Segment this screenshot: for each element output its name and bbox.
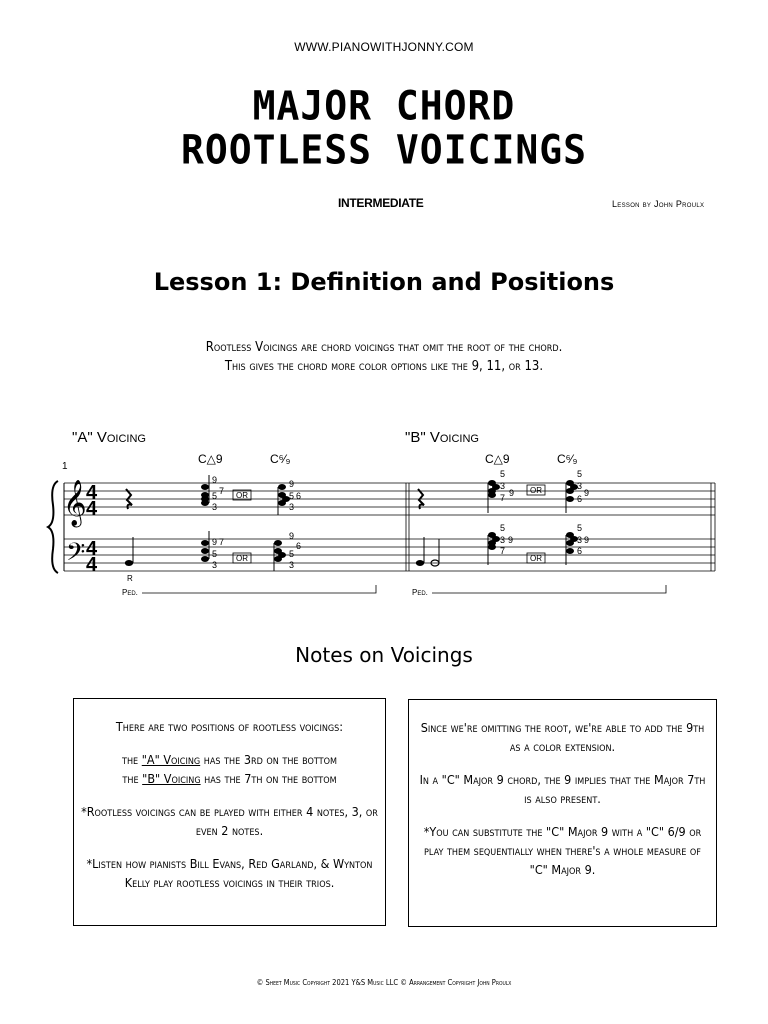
box-left-p2a-pre: the bbox=[122, 752, 142, 767]
a-treble-maj9-deg-4: 7 bbox=[219, 486, 225, 496]
b-bass-maj9-deg-3: 7 bbox=[500, 546, 506, 556]
a-treble-69-deg-2: 5 bbox=[289, 491, 295, 501]
box-right-p3: *You can substitute the "C" Major 9 with a "C" 6/9 or play them sequentially when there's a whole measure of "C" Major 9. bbox=[423, 824, 702, 877]
time-sig-bass-bottom: 4 bbox=[86, 554, 98, 576]
lesson-title: Lesson 1: Definition and Positions bbox=[153, 268, 615, 296]
chord-b-bass-maj9 bbox=[488, 532, 500, 565]
author-credit: Lesson by John Proulx bbox=[612, 199, 705, 209]
a-treble-69-deg-3: 3 bbox=[289, 502, 295, 512]
chord-b-treble-maj9 bbox=[488, 480, 500, 513]
box-left-p1: There are two positions of rootless voicings: bbox=[115, 719, 344, 734]
pedal-label-b: Ped. bbox=[412, 588, 428, 597]
chord-symbol-a-69: C⁶⁄₉ bbox=[270, 452, 291, 466]
title-line-1: MAJOR CHORD bbox=[252, 82, 516, 130]
intro-line-2: This gives the chord more color options like the 9, 11, or 13. bbox=[224, 359, 544, 374]
title-line-2: ROOTLESS VOICINGS bbox=[181, 126, 587, 174]
a-treble-maj9-deg-2: 5 bbox=[212, 491, 218, 501]
pedal-label-a: Ped. bbox=[122, 588, 138, 597]
box-right-p1: Since we're omitting the root, we're able to add the 9th as a color extension. bbox=[420, 720, 705, 754]
a-bass-maj9-deg-4: 7 bbox=[219, 537, 225, 547]
bass-root-note-b bbox=[416, 560, 424, 566]
measure-number: 1 bbox=[62, 461, 68, 472]
box-left-p3: *Rootless voicings can be played with either 4 notes, 3, or even 2 notes. bbox=[81, 804, 378, 838]
copyright-footer: © Sheet Music Copyright 2021 Y&S Music LLC © Arrangement Copyright John Proulx bbox=[256, 978, 512, 987]
chord-symbol-b-69: C⁶⁄₉ bbox=[557, 452, 578, 466]
b-treble-maj9-deg-2: 3 bbox=[500, 481, 506, 491]
b-bass-69-deg-4: 9 bbox=[584, 535, 590, 545]
b-bass-69-deg-2: 3 bbox=[577, 535, 583, 545]
website-url: WWW.PIANOWITHJONNY.COM bbox=[294, 40, 474, 54]
notes-box-right bbox=[408, 699, 717, 927]
level-label: INTERMEDIATE bbox=[338, 196, 424, 210]
chord-symbol-b-maj9: C△9 bbox=[485, 452, 510, 466]
b-bass-maj9-deg-4: 9 bbox=[508, 535, 514, 545]
box-right-p2: In a "C" Major 9 chord, the 9 implies that the Major 7th is also present. bbox=[419, 772, 706, 806]
treble-staff bbox=[64, 483, 715, 515]
box-left-p2b-post: has the 7th on the bottom bbox=[200, 771, 337, 786]
chord-a-treble-maj9 bbox=[201, 475, 209, 506]
pedal-line-a bbox=[142, 585, 376, 593]
intro-line-1: Rootless Voicings are chord voicings that omit the root of the chord. bbox=[205, 340, 563, 355]
or-label: OR bbox=[236, 491, 248, 500]
b-bass-maj9-deg-2: 3 bbox=[500, 535, 506, 545]
a-treble-69-deg-1: 9 bbox=[289, 479, 295, 489]
b-treble-69-deg-2: 3 bbox=[577, 481, 583, 491]
bass-root-note bbox=[125, 560, 133, 566]
or-label-bass: OR bbox=[236, 554, 248, 563]
box-left-p2b-pre: the bbox=[122, 771, 143, 786]
a-bass-69-deg-1: 9 bbox=[289, 531, 295, 541]
root-label: R bbox=[127, 574, 133, 583]
notes-heading: Notes on Voicings bbox=[295, 643, 473, 667]
a-voicing-term: "A" Voicing bbox=[141, 752, 201, 767]
b-bass-69-deg-1: 5 bbox=[577, 523, 583, 533]
a-bass-69-deg-2: 5 bbox=[289, 549, 295, 559]
b-treble-69-deg-4: 9 bbox=[584, 488, 590, 498]
b-treble-69-deg-3: 6 bbox=[577, 494, 583, 504]
box-left-p2 bbox=[80, 750, 379, 788]
bass-staff bbox=[64, 539, 715, 571]
pedal-line-b bbox=[432, 585, 666, 593]
time-sig-treble-top: 4 bbox=[86, 482, 98, 504]
a-bass-maj9-deg-2: 5 bbox=[212, 549, 218, 559]
b-treble-maj9-deg-4: 9 bbox=[509, 488, 515, 498]
a-treble-maj9-deg-3: 3 bbox=[212, 502, 218, 512]
treble-clef-icon: 𝄞 bbox=[63, 481, 87, 525]
bass-clef-icon: 𝄢 bbox=[66, 539, 86, 572]
system-brace bbox=[48, 481, 58, 573]
chord-symbol-a-maj9: C△9 bbox=[198, 452, 223, 466]
or-label-b-bass: OR bbox=[530, 554, 542, 563]
intro-text bbox=[0, 338, 768, 376]
a-bass-69-deg-3: 3 bbox=[289, 560, 295, 570]
chord-a-bass-maj9 bbox=[201, 531, 209, 562]
time-sig-treble-bottom: 4 bbox=[86, 498, 98, 520]
notes-box-left bbox=[73, 698, 386, 926]
b-treble-maj9-deg-3: 7 bbox=[500, 493, 506, 503]
box-left-p2a-post: has the 3rd on the bottom bbox=[200, 752, 337, 767]
time-sig-bass-top: 4 bbox=[86, 538, 98, 560]
voicing-a-label: "A" Voicing bbox=[72, 429, 146, 446]
b-voicing-term: "B" Voicing bbox=[142, 771, 201, 786]
b-treble-69-deg-1: 5 bbox=[577, 469, 583, 479]
a-bass-maj9-deg-3: 3 bbox=[212, 560, 218, 570]
music-score bbox=[0, 415, 768, 610]
b-bass-maj9-deg-1: 5 bbox=[500, 523, 506, 533]
box-left-p4: *Listen how pianists Bill Evans, Red Garland, & Wynton Kelly play rootless voicings in their trios. bbox=[86, 856, 373, 890]
a-bass-69-deg-4: 6 bbox=[296, 541, 302, 551]
b-treble-maj9-deg-1: 5 bbox=[500, 469, 506, 479]
a-treble-69-deg-4: 6 bbox=[296, 491, 302, 501]
b-bass-69-deg-3: 6 bbox=[577, 546, 583, 556]
a-bass-maj9-deg-1: 9 bbox=[212, 537, 218, 547]
chord-a-bass-69 bbox=[274, 540, 286, 571]
or-label-b: OR bbox=[530, 486, 542, 495]
page-title bbox=[0, 84, 768, 172]
voicing-b-label: "B" Voicing bbox=[405, 429, 479, 446]
a-treble-maj9-deg-1: 9 bbox=[212, 475, 218, 485]
